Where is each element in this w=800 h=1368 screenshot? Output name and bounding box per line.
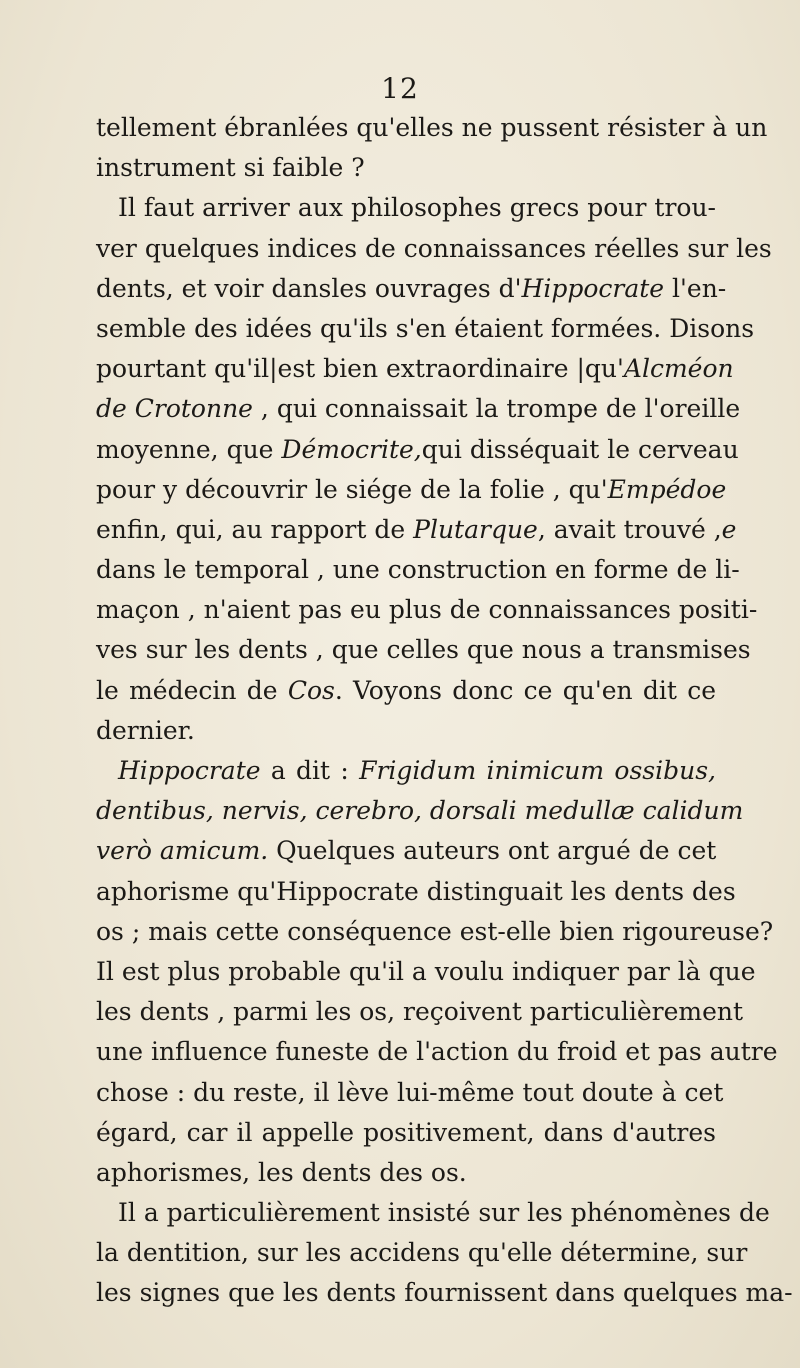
text-segment: dernier. [96,715,195,745]
text-segment: maçon , n'aient pas eu plus de connaissances positi- [96,595,758,625]
text-segment: l'en- [664,273,727,303]
text-segment: ves sur les dents , que celles que nous a transmises [96,635,751,665]
text-line [96,1273,793,1313]
italic-text: Plutarque [413,514,538,544]
text-segment: pour y découvrir le siége de la folie , qu' [96,474,608,504]
text-line [96,912,774,952]
text-line [96,309,755,349]
text-line [96,630,751,670]
italic-text: Empédoe [607,474,727,504]
text-line [96,510,737,550]
italic-text: Alcméon [623,354,734,384]
text-segment: moyenne, que [96,434,282,464]
italic-text: e [721,514,737,544]
body-text [96,108,793,1314]
text-line [96,590,758,630]
text-segment: os ; mais cette conséquence est-elle bien rigoureuse? [96,916,774,946]
text-line [96,430,739,470]
text-segment: pourtant qu'il|est bien extraordinaire |qu' [96,354,624,384]
text-line [96,1032,778,1072]
text-line [96,269,727,309]
text-segment: dans le temporal , une construction en forme de li- [96,555,740,585]
italic-text: Frigidum inimicum ossibus, [359,756,716,785]
text-line [96,1193,770,1233]
text-segment: Il faut arriver aux philosophes grecs pour trou- [118,193,716,223]
text-segment: égard, car il appelle positivement, dans d'autres [96,1117,716,1147]
text-line [96,148,716,188]
text-line [96,671,716,711]
text-segment: chose : du reste, il lève lui-même tout doute à cet [96,1077,724,1107]
italic-text: Hippocrate [118,756,261,785]
text-segment: la dentition, sur les accidens qu'elle détermine, sur [96,1238,748,1268]
page-number: 12 [381,72,419,105]
italic-text: Cos [287,675,335,705]
text-segment: tellement ébranlées qu'elles ne pussent résister à un [96,113,768,142]
text-line [96,791,744,831]
text-segment: , avait trouvé , [537,514,722,544]
text-line [96,229,772,269]
text-line [96,550,740,590]
text-segment: Il est plus probable qu'il a voulu indiquer par là que [96,956,756,986]
text-segment: aphorisme qu'Hippocrate distinguait les dents des [96,876,736,906]
italic-text: dentibus, nervis, cerebro, dorsali medullæ calidum [96,796,744,826]
text-line [96,1073,724,1113]
text-line [96,349,734,389]
text-segment: dents, et voir dansles ouvrages d' [96,273,522,303]
text-segment: qui disséquait le cerveau [421,434,739,464]
italic-text: Hippocrate [521,273,665,303]
text-segment: Quelques auteurs ont argué de cet [268,836,717,866]
text-line [96,1113,716,1153]
italic-text: de Crotonne [96,394,253,424]
text-line [96,751,716,791]
text-segment: a dit : [260,756,360,785]
italic-text: verò amicum. [96,836,269,866]
text-segment: . Voyons donc ce qu'en dit ce [334,675,716,705]
text-segment: les dents , parmi les os, reçoivent particulièrement [96,997,744,1027]
text-line [96,1153,716,1193]
text-line [96,952,756,992]
text-line [96,872,736,912]
text-line [96,1233,748,1273]
text-segment: une influence funeste de l'action du froid et pas autre [96,1037,778,1067]
text-segment: le médecin de [96,675,288,705]
text-segment: semble des idées qu'ils s'en étaient formées. Disons [96,313,755,343]
text-line [96,188,716,228]
text-line [96,389,741,429]
italic-text: Démocrite, [281,434,422,464]
text-segment: aphorismes, les dents des os. [96,1157,467,1187]
text-segment: , qui connaissait la trompe de l'oreille [252,394,741,424]
text-segment: instrument si faible ? [96,153,365,183]
text-line [96,992,744,1032]
text-line [96,831,716,871]
text-line [96,470,727,510]
text-segment: Il a particulièrement insisté sur les phénomènes de [118,1198,770,1228]
text-segment: enfin, qui, au rapport de [96,514,414,544]
text-segment: les signes que les dents fournissent dans quelques ma- [96,1278,793,1308]
text-line [96,108,768,148]
text-line [96,711,716,751]
text-segment: ver quelques indices de connaissances réelles sur les [96,233,772,263]
